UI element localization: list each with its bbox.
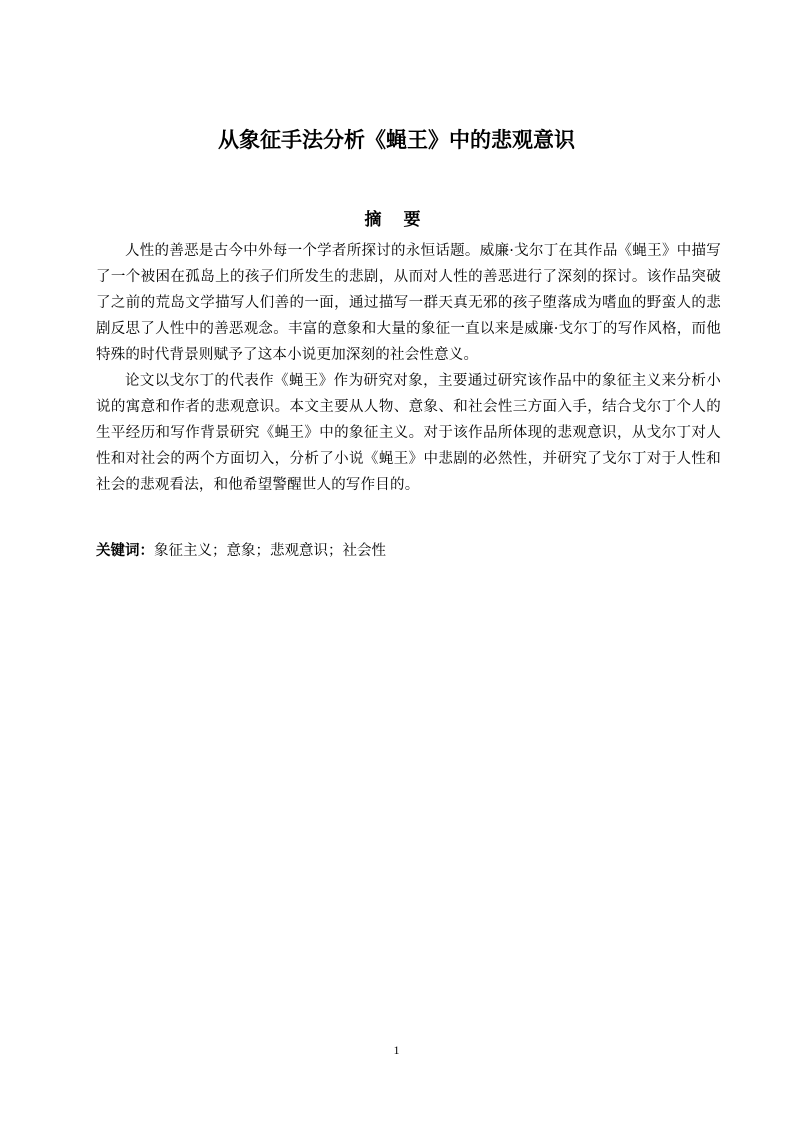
abstract-body	[96, 238, 721, 498]
abstract-paragraph-1: 人性的善恶是古今中外每一个学者所探讨的永恒话题。威廉·戈尔丁在其作品《蝇王》中描写了一个被困在孤岛上的孩子们所发生的悲剧，从而对人性的善恶进行了深刻的探讨。该作品突破了之前的荒岛文学描写人们善的一面，通过描写一群天真无邪的孩子堕落成为嗜血的野蛮人的悲剧反思了人性中的善恶观念。丰富的意象和大量的象征一直以来是威廉·戈尔丁的写作风格，而他特殊的时代背景则赋予了这本小说更加深刻的社会性意义。	[96, 243, 721, 363]
keywords-line	[96, 538, 697, 564]
keywords-label: 关键词：	[96, 543, 154, 559]
document-title: 从象征手法分析《蝇王》中的悲观意识	[218, 128, 575, 152]
keywords-text: 象征主义；意象；悲观意识；社会性	[154, 543, 386, 559]
abstract-heading: 摘 要	[364, 210, 429, 230]
page-number: 1	[393, 1043, 400, 1057]
abstract-paragraph-2: 论文以戈尔丁的代表作《蝇王》作为研究对象，主要通过研究该作品中的象征主义来分析小说的寓意和作者的悲观意识。本文主要从人物、意象、和社会性三方面入手，结合戈尔丁个人的生平经历和写作背景研究《蝇王》中的象征主义。对于该作品所体现的悲观意识，从戈尔丁对人性和对社会的两个方面切入，分析了小说《蝇王》中悲剧的必然性，并研究了戈尔丁对于人性和社会的悲观看法，和他希望警醒世人的写作目的。	[96, 373, 721, 493]
